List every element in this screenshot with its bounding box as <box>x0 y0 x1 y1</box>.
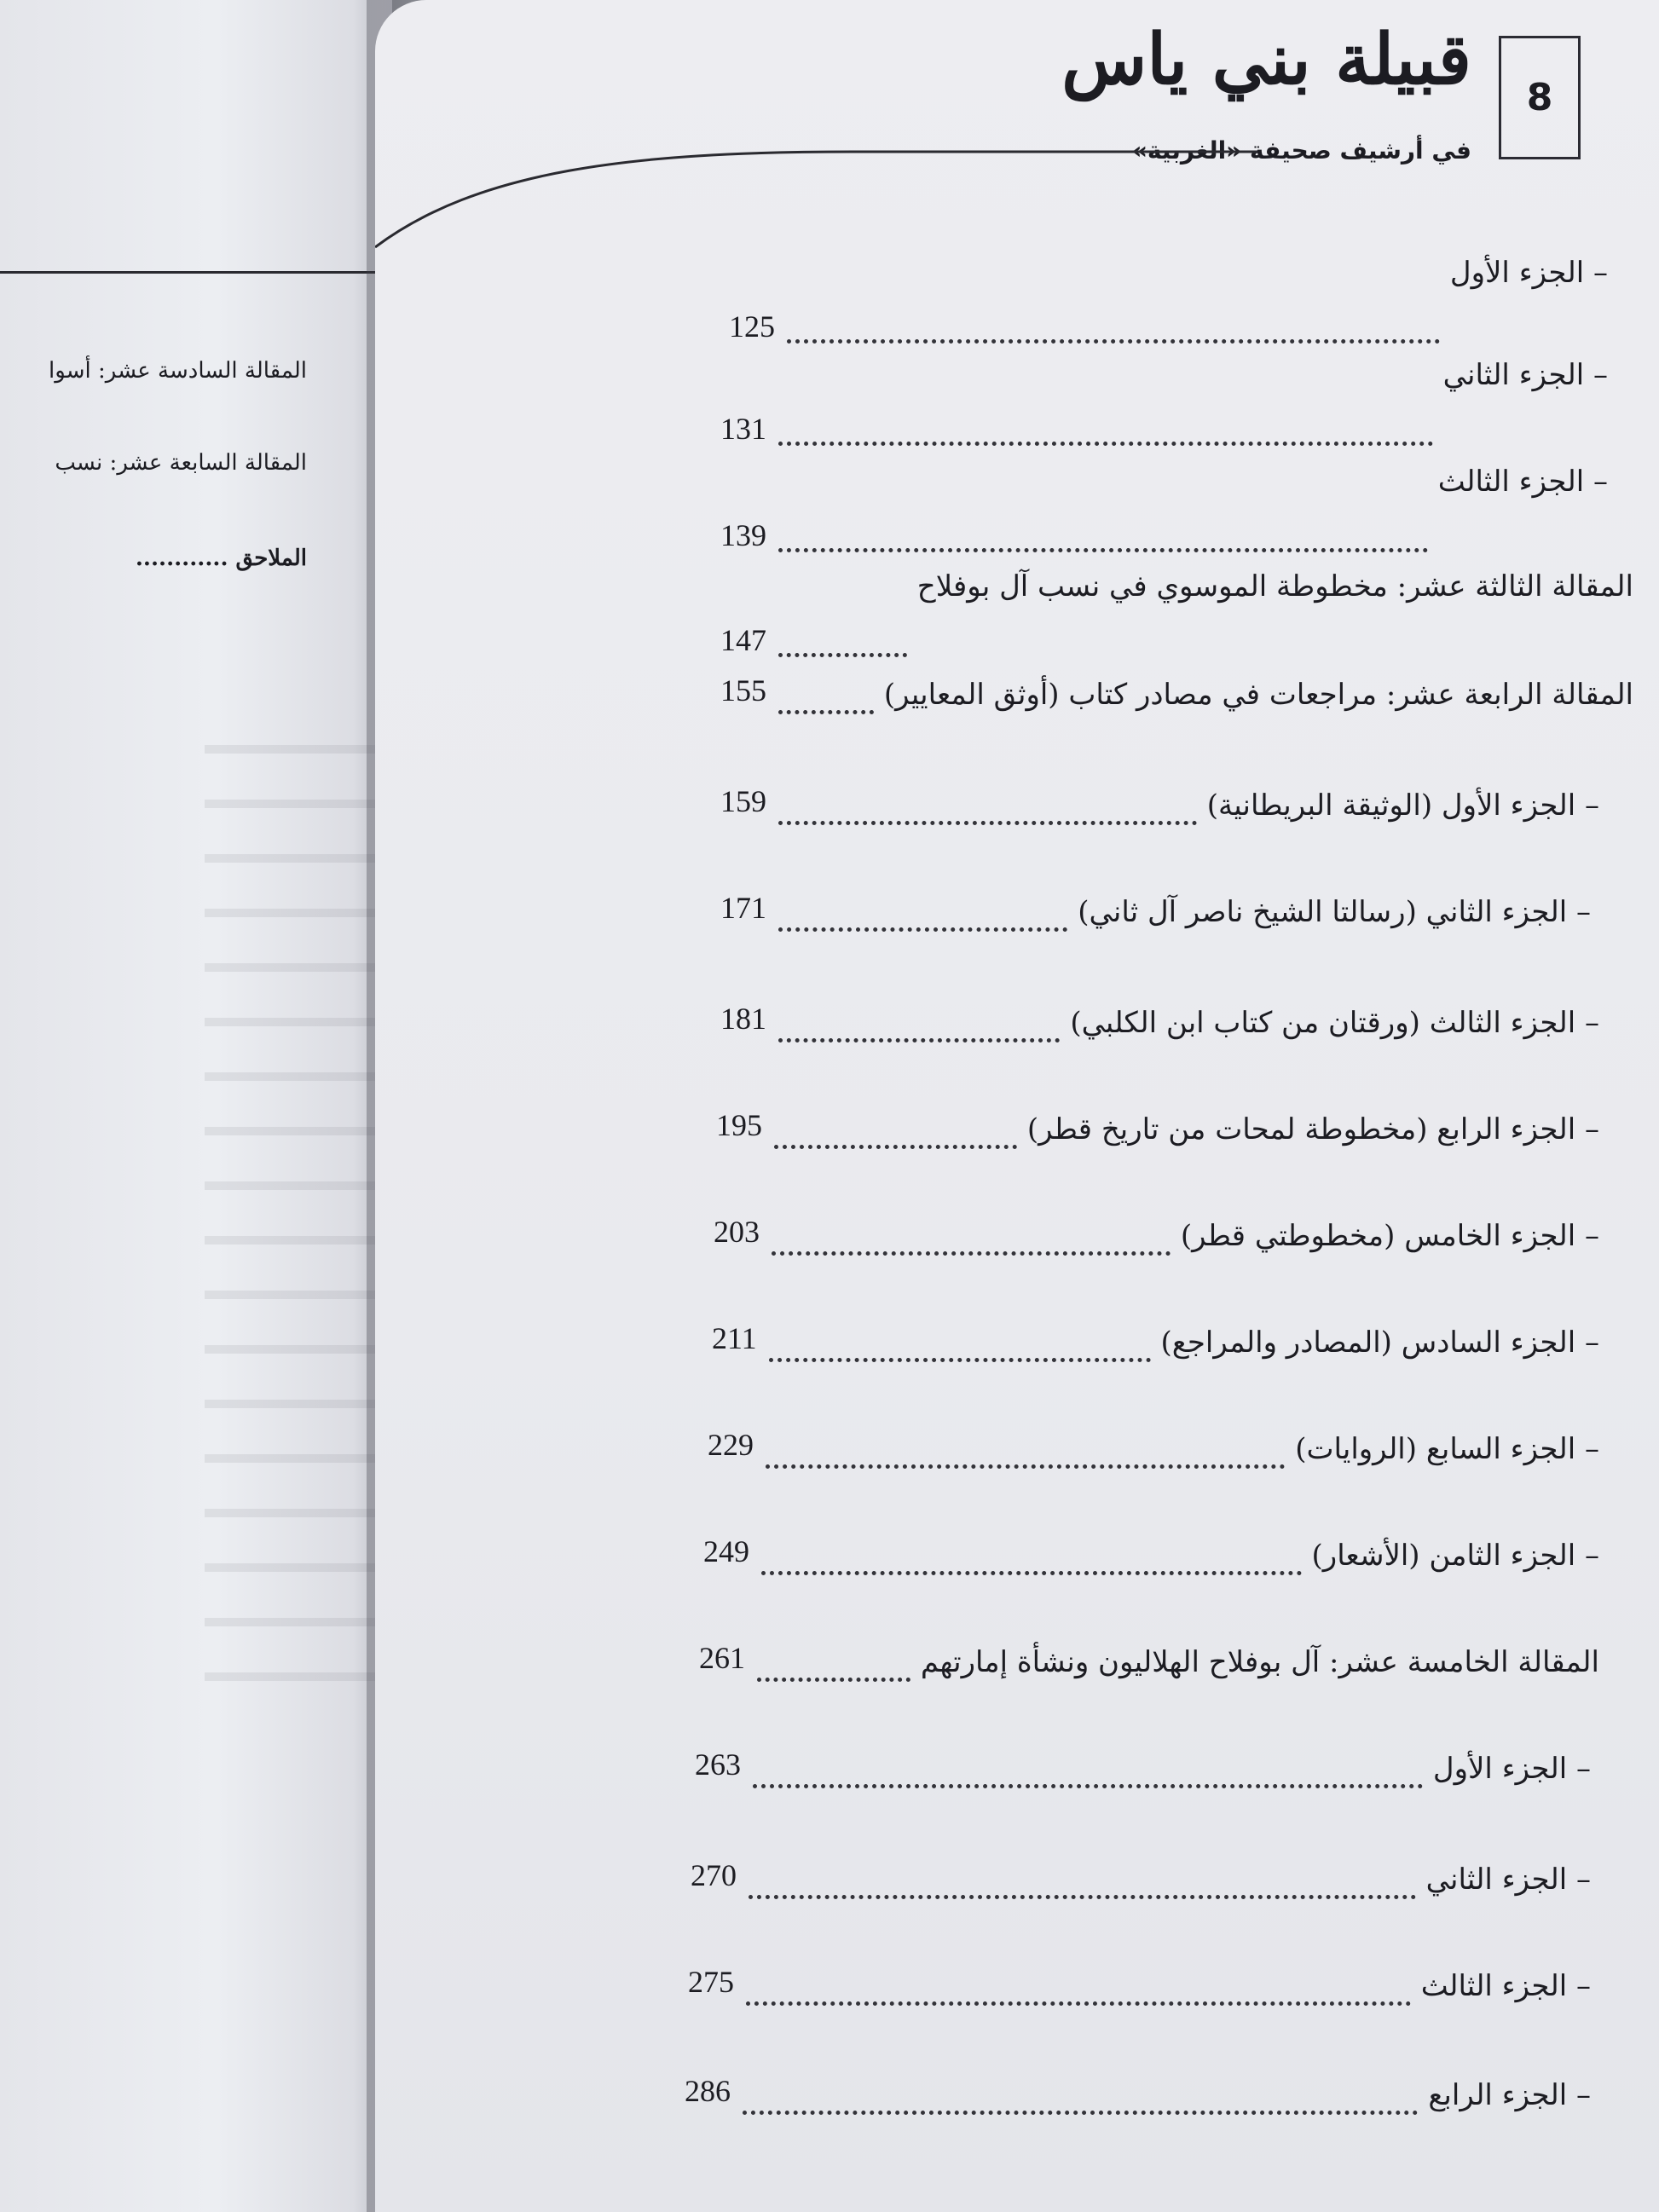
toc-entry <box>375 1321 1659 1411</box>
toc-dot-leader <box>766 1464 1285 1469</box>
toc-entry-page-number: 249 <box>703 1534 749 1568</box>
toc-entry-title: – الجزء الثاني (رسالتا الشيخ ناصر آل ثاني) <box>1078 895 1591 929</box>
toc-entry-title: – الجزء الأول (الوثيقة البريطانية) <box>1206 788 1599 823</box>
toc-dot-leader <box>743 2111 1418 2115</box>
toc-entry-title: – الجزء الأول <box>1432 1752 1591 1786</box>
toc-dot-leader <box>778 821 1197 825</box>
toc-dot-leader <box>778 442 1433 446</box>
toc-dot-leader <box>746 2001 1411 2006</box>
toc-entry-title: – الجزء الثاني <box>1442 358 1608 392</box>
bleed-through-text <box>205 699 375 1722</box>
toc-entry <box>375 1858 1659 1948</box>
right-page <box>375 0 1659 2212</box>
toc-entry-page-number: 270 <box>691 1858 737 1892</box>
left-toc-line: المقالة السادسة عشر: أسوا <box>49 358 307 384</box>
toc-entry <box>375 2074 1659 2163</box>
toc-entry-title: – الجزء الثالث <box>1437 465 1608 499</box>
toc-entry-title: – الجزء الثالث (ورقتان من كتاب ابن الكلبي) <box>1070 1006 1599 1040</box>
toc-entry-title: المقالة الرابعة عشر: مراجعات في مصادر كتاب (أوثق المعايير) <box>883 678 1633 712</box>
toc-entry <box>375 1215 1659 1304</box>
toc-entry-page-number: 125 <box>729 309 775 344</box>
toc-entry <box>375 1641 1659 1730</box>
toc-entry-page-number: 195 <box>716 1108 762 1142</box>
toc-entry <box>375 358 1659 446</box>
toc-entry <box>375 1108 1659 1198</box>
toc-entry <box>375 256 1659 344</box>
toc-entry <box>375 673 1659 763</box>
toc-dot-leader <box>778 548 1428 552</box>
book-subtitle: في أرشيف صحيفة «الغربية» <box>1131 136 1471 165</box>
toc-entry <box>375 1428 1659 1517</box>
toc-dot-leader <box>769 1358 1151 1362</box>
book-title: قبيلة بني ياس <box>1061 19 1471 101</box>
toc-entry-page-number: 147 <box>720 623 766 657</box>
toc-entry-title: المقالة الثالثة عشر: مخطوطة الموسوي في نسب آل بوفلاح <box>916 569 1633 604</box>
toc-entry <box>375 465 1659 550</box>
toc-entry-page-number: 203 <box>714 1215 760 1249</box>
toc-entry-page-number: 229 <box>708 1428 754 1462</box>
toc-dot-leader <box>757 1678 910 1682</box>
toc-entry-page-number: 261 <box>699 1641 745 1675</box>
toc-entry-page-number: 263 <box>695 1747 741 1782</box>
toc-entry-title: – الجزء الخامس (مخطوطتي قطر) <box>1180 1219 1599 1253</box>
toc-dot-leader <box>772 1251 1171 1256</box>
toc-entry-page-number: 181 <box>720 1002 766 1036</box>
toc-dot-leader <box>778 653 907 657</box>
toc-entry-page-number: 211 <box>712 1321 757 1355</box>
toc-entry-title: – الجزء الثالث <box>1420 1969 1591 2003</box>
toc-entry <box>375 891 1659 980</box>
toc-entry <box>375 784 1659 874</box>
toc-entry-page-number: 155 <box>720 673 766 707</box>
toc-entry <box>375 1002 1659 1091</box>
toc-entry-page-number: 286 <box>685 2074 731 2108</box>
toc-entry-title: – الجزء الرابع <box>1428 2078 1591 2112</box>
toc-dot-leader <box>778 927 1067 932</box>
toc-entry-page-number: 159 <box>720 784 766 818</box>
page-number: 8 <box>1526 76 1553 119</box>
toc-entry <box>375 569 1659 655</box>
toc-entry-title: – الجزء الرابع (مخطوطة لمحات من تاريخ قطر) <box>1026 1112 1599 1146</box>
toc-dot-leader <box>774 1145 1017 1149</box>
left-header-rule <box>0 271 375 274</box>
toc-entry-title: – الجزء السابع (الروايات) <box>1295 1432 1599 1466</box>
toc-entry-page-number: 275 <box>688 1965 734 1999</box>
toc-entry <box>375 1747 1659 1837</box>
toc-dot-leader <box>761 1571 1302 1575</box>
toc-dot-leader <box>778 710 874 714</box>
toc-entry-title: – الجزء السادس (المصادر والمراجع) <box>1160 1325 1599 1360</box>
toc-dot-leader <box>749 1895 1416 1899</box>
toc-entry-page-number: 171 <box>720 891 766 925</box>
toc-entry-title: – الجزء الأول <box>1449 256 1608 290</box>
toc-entry-page-number: 139 <box>720 518 766 552</box>
toc-entry-title: – الجزء الثامن (الأشعار) <box>1311 1539 1599 1573</box>
toc-dot-leader <box>778 1038 1060 1042</box>
left-page <box>0 0 392 2212</box>
header-swoosh-line <box>375 136 1659 273</box>
toc-entry-page-number: 131 <box>720 412 766 446</box>
toc-entry-title: – الجزء الثاني <box>1425 1863 1591 1897</box>
left-toc-line: المقالة السابعة عشر: نسب <box>55 450 307 476</box>
toc-entry-title: المقالة الخامسة عشر: آل بوفلاح الهلاليون ونشأة إمارتهم <box>920 1645 1599 1679</box>
toc-entry <box>375 1534 1659 1624</box>
toc-entry <box>375 1965 1659 2054</box>
toc-dot-leader <box>753 1784 1423 1788</box>
left-toc-line: الملاحق ............ <box>135 546 307 571</box>
toc-dot-leader <box>787 339 1440 344</box>
